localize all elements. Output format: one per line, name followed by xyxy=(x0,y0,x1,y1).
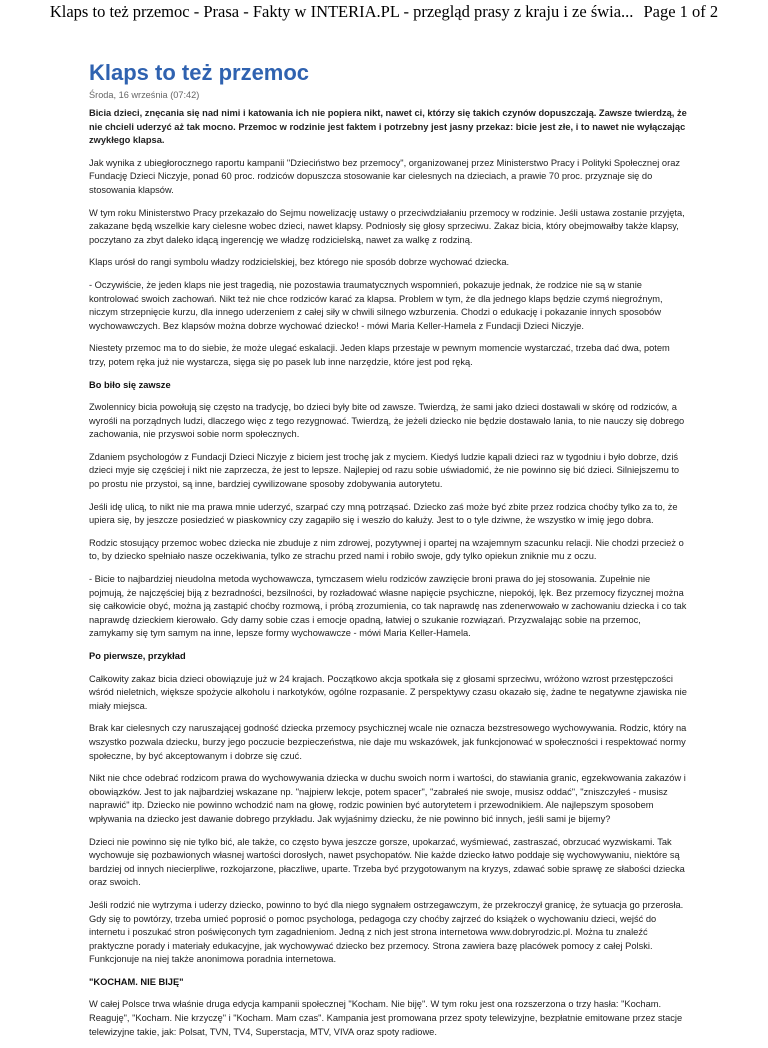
article-paragraph: Jeśli rodzić nie wytrzyma i uderzy dziecko, powinno to być dla niego sygnałem ostrzegawczym, że przekroczył granicę, że sytuacja go przerosła. Gdy się to powtórzy, trzeba umieć poprosić o pomoc psychologa, pedagoga czy choćby zajrzeć do książek o wychowaniu dzieci, wejść do internetu i poszukać stron poświęconych tym zagadnieniom. Jedną z nich jest strona internetowa www.dobryrodzic.pl. Można tu znaleźć praktyczne porady i materiały edukacyjne, jak wychowywać dziecko bez przemocy. Strona zawiera bazę placówek pomocy z całej Polski. Funkcjonuje na niej także anonimowa poradnia internetowa. xyxy=(89,899,684,965)
article-paragraph: Zdaniem psychologów z Fundacji Dzieci Niczyje z biciem jest trochę jak z myciem. Kiedyś ludzie kąpali dzieci raz w tygodniu i było dobrze, dziś dzieci myje się częściej i nikt nie zaprzecza, że jest to lepsze. Najlepiej od razu sobie uświadomić, że nie powinno się bić dzieci. Silniejszemu to po prostu nie przystoi, są inne, bardziej cywilizowane sposoby zdobywania autorytetu. xyxy=(89,451,680,490)
article-paragraph: Dzieci nie powinno się nie tylko bić, ale także, co często bywa jeszcze gorsze, upokarzać, wyśmiewać, zastraszać, obrzucać wyzwiskami. Tak wychowuje się pozbawionych własnej wartości dorosłych, nawet psychopatów. Nie każde dziecko łatwo poddaje się wychowywaniu, niektóre są bardziej od innych niecierpliwe, rozkojarzone, płaczliwe, uparte. Trzeba być przygotowanym na kryzys, zdawać sobie sprawę ze słabości dziecka oraz swoich. xyxy=(89,836,685,888)
article-paragraph: - Oczywiście, że jeden klaps nie jest tragedią, nie pozostawia traumatycznych wspomnień, pokazuje jednak, że rodzice nie są w stanie kontrolować swoich zachowań. Nikt też nie chce rodziców karać za klapsa. Problem w tym, że dla jednego klaps będzie czymś niegroźnym, niczym strzepnięcie kurzu, dla innego uderzeniem z całej siły w chwili silnego wzburzenia. Chodzi o edukację i pokazanie innych sposobów wychowawczych. Bez klapsów można dobrze wychować dziecko! - mówi Maria Keller-Hamela z Fundacji Dzieci Niczyje. xyxy=(89,279,663,331)
article-paragraph: Nikt nie chce odebrać rodzicom prawa do wychowywania dziecka w duchu swoich norm i wartości, do stawiania granic, egzekwowania zakazów i obowiązków. Jest to jak najbardziej wskazane np. "najpierw lekcje, potem spacer", "zabrałeś nie swoje, musisz oddać", "zniszczyłeś - musisz naprawić" itp. Dziecko nie powinno wchodzić nam na głowę, rodzic powinien być autorytetem i przewodnikiem. Ale najlepszym sposobem wpływania na dziecko jest dawanie dobrego przykładu. Jak wyjaśnimy dziecku, że nie powinno bić innych, jeśli sami je bijemy? xyxy=(89,773,686,824)
print-header xyxy=(0,2,768,22)
article-paragraph: Jeśli idę ulicą, to nikt nie ma prawa mnie uderzyć, szarpać czy mną potrząsać. Dziecko zaś może być zbite przez rodzica choćby tylko za to, że upiera się, by jeszcze posiedzieć w piaskownicy czy zagapiło się i weszło do kałuży. Jest to o tyle dziwne, że wszystko w imię jego dobra. xyxy=(89,501,678,526)
section-heading: Bo biło się zawsze xyxy=(89,379,171,390)
article-paragraph: Klaps urósł do rangi symbolu władzy rodzicielskiej, bez którego nie sposób dobrze wychować dziecka. xyxy=(89,257,510,268)
article xyxy=(89,60,687,1048)
article-paragraph: Zwolennicy bicia powołują się często na tradycję, bo dzieci były bite od zawsze. Twierdzą, że sami jako dzieci dostawali w skórę od rodziców, a wyrośli na porządnych ludzi, dlaczego więc z tego rezygnować. Twierdzą, że jeżeli dziecko nie będzie dostawało lania, to nie nauczy się dobrego zachowania, nie przyswoi sobie norm społecznych. xyxy=(89,402,685,440)
article-paragraph: Niestety przemoc ma to do siebie, że może ulegać eskalacji. Jeden klaps przestaje w pewnym momencie wystarczać, trzeba dać dwa, potem trzy, potem ręka już nie wystarcza, sięga się po pasek lub inne narzędzie, które jest pod ręką. xyxy=(89,343,670,367)
article-paragraph: Jak wynika z ubiegłorocznego raportu kampanii "Dzieciństwo bez przemocy", organizowanej przez Ministerstwo Pracy i Polityki Społecznej oraz Fundację Dzieci Niczyje, ponad 60 proc. rodziców dopuszcza stosowanie kar cielesnych na dzieciach, a prawie 70 proc. przyznaje się do stosowania klapsów. xyxy=(89,157,681,195)
article-paragraph: - Bicie to najbardziej nieudolna metoda wychowawcza, tymczasem wielu rodziców zawzięcie broni prawa do jej stosowania. Zupełnie nie pojmują, że najczęściej biją z bezradności, bezsilności, by rozładować własne napięcie psychiczne, niepokój, lęk. Bez przemocy fizycznej można się całkowicie obyć, można ją zastąpić choćby rozmową, i próbą zrozumienia, co tak naprawdę nas zdenerwowało w zachowaniu dziecka i co tak naprawdę dzieckiem kierowało. Gdy damy sobie czas i emocje opadną, łatwiej o szukanie rozwiązań. Przyzwalając sobie na przemoc, zamykamy się tym samym na inne, lepsze formy wychowawcze - mówi Maria Keller-Hamela. xyxy=(89,574,687,639)
article-body xyxy=(89,157,687,1039)
section-heading: Po pierwsze, przykład xyxy=(89,651,186,661)
print-header-page-number: Page 1 of 2 xyxy=(643,2,719,21)
article-paragraph: Całkowity zakaz bicia dzieci obowiązuje już w 24 krajach. Początkowo akcja spotkała się z głosami sprzeciwu, wróżono wzrost przestępczości wśród nieletnich, większe spożycie alkoholu i narkotyków, ogólne rozpasanie. Z perspektywy czasu okazało się, żadne te negatywne zjawiska nie miały miejsca. xyxy=(89,673,687,711)
article-paragraph: Brak kar cielesnych czy naruszającej godność dziecka przemocy psychicznej wcale nie oznacza bezstresowego wychowywania. Rodzic, który na wszystko pozwala dziecku, burzy jego poczucie bezpieczeństwa, nie daje mu wskazówek, jak funkcjonować w społeczności i respektować normy społeczne, by być akceptowanym i dobrze się czuć. xyxy=(89,723,687,761)
article-paragraph: W całej Polsce trwa właśnie druga edycja kampanii społecznej "Kocham. Nie biję". W tym roku jest ona rozszerzona o trzy hasła: "Kocham. Reaguję", "Kocham. Nie krzyczę" i "Kocham. Mam czas". Kampania jest promowana przez spoty telewizyjne, bezpłatnie emitowane przez stacje telewizyjne takie, jak: Polsat, TVN, TV4, Superstacja, MTV, VIVA oraz spoty radiowe. xyxy=(89,999,683,1037)
article-lead: Bicia dzieci, znęcania się nad nimi i katowania ich nie popiera nikt, nawet ci, którzy się takich czynów dopuszczają. Zawsze twierdzą, że nie chcieli uderzyć aż tak mocno. Przemoc w rodzinie jest faktem i potrzebny jest jasny przekaz: bicie jest złe, i to nawet nie wyłączając zwykłego klapsa. xyxy=(89,108,687,146)
article-title: Klaps to też przemoc xyxy=(89,60,310,85)
section-heading: "KOCHAM. NIE BIJĘ" xyxy=(89,976,184,987)
article-paragraph: Rodzic stosujący przemoc wobec dziecka nie zbuduje z nim zdrowej, pozytywnej i opartej na wzajemnym szacunku relacji. Nie chodzi przecież o to, by dziecko spełniało nasze oczekiwania, tylko ze strachu przed nami i robiło swoje, gdy tylko opiekun zniknie mu z oczu. xyxy=(89,537,684,562)
print-header-title: Klaps to też przemoc - Prasa - Fakty w INTERIA.PL - przegląd prasy z kraju i ze świa... xyxy=(49,2,634,21)
article-paragraph: W tym roku Ministerstwo Pracy przekazało do Sejmu nowelizację ustawy o przeciwdziałaniu przemocy w rodzinie. Jeśli ustawa zostanie przyjęta, zakazane będą wszelkie kary cielesne wobec dzieci, nawet klapsy. Podniosły się głosy sprzeciwu. Zakaz bicia, który obejmowałby także klapsy, poczytano za zbyt daleko idącą ingerencję we władzę rodzicielską, nawet za walkę z rodziną. xyxy=(89,207,685,245)
article-date: Środa, 16 września (07:42) xyxy=(89,90,200,100)
